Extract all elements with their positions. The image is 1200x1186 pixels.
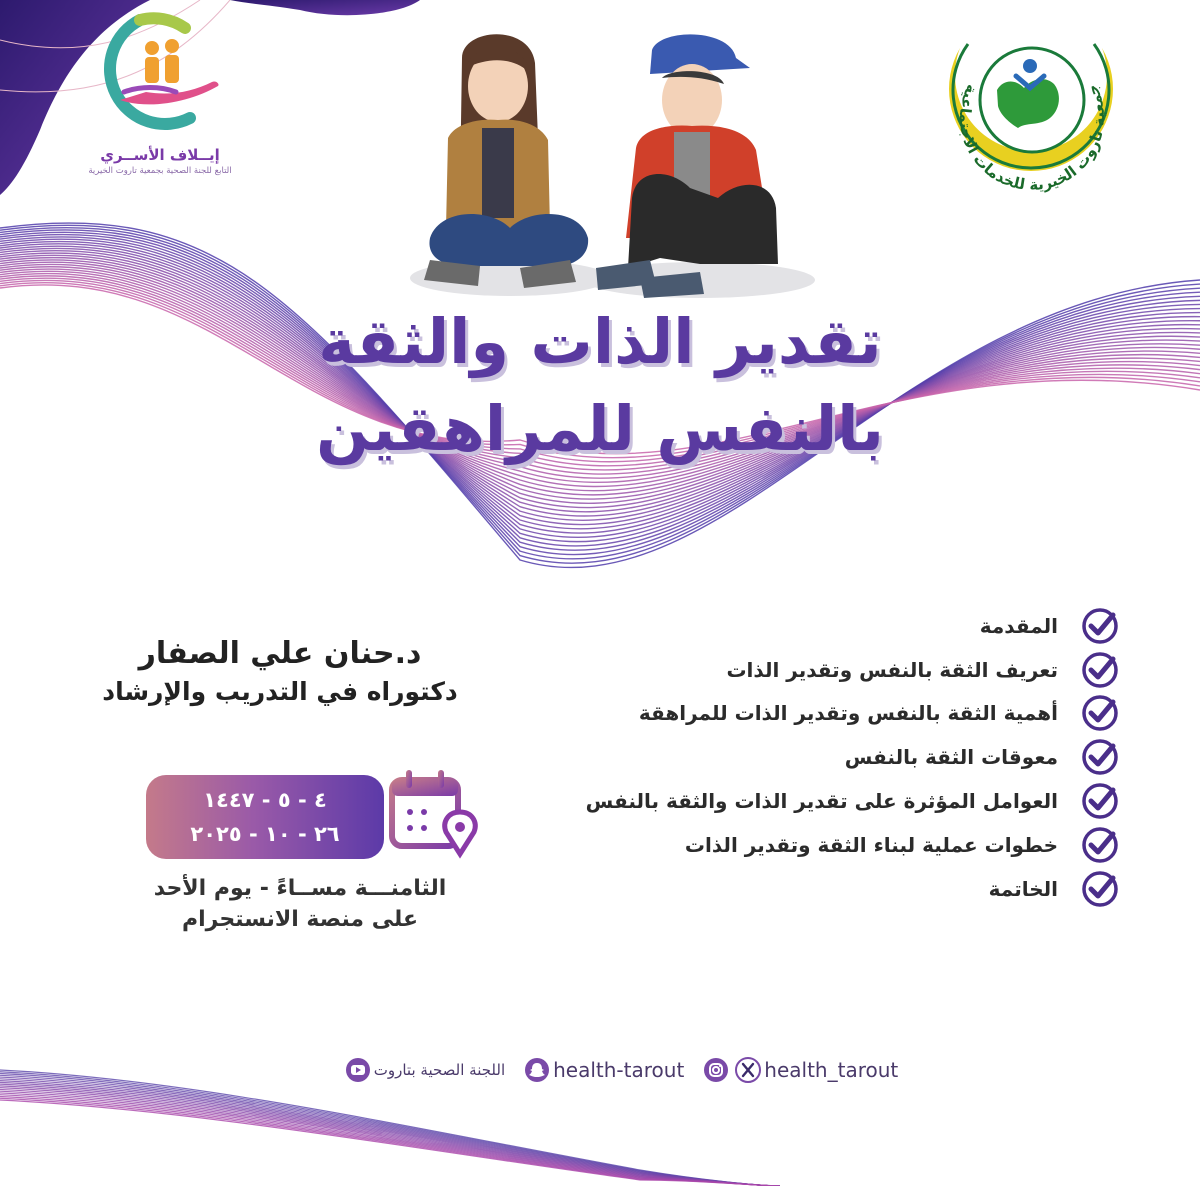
- teenagers-illustration: [400, 28, 820, 310]
- instagram-icon[interactable]: [703, 1057, 729, 1083]
- snapchat-icon[interactable]: [524, 1057, 550, 1083]
- topics-list: [500, 604, 1120, 911]
- social-footer: [300, 1050, 940, 1090]
- date-pill: [146, 775, 384, 859]
- topic-text: الخاتمة: [988, 876, 1058, 901]
- check-circle-icon: [1080, 650, 1120, 690]
- snapchat-handle: health-tarout: [553, 1058, 685, 1082]
- list-item: [500, 692, 1120, 736]
- logo-left-subtitle: التابع للجنة الصحية بجمعية تاروت الخيرية: [88, 166, 232, 176]
- list-item: [500, 867, 1120, 911]
- youtube-name: اللجنة الصحية بتاروت: [373, 1061, 506, 1079]
- x-icon[interactable]: [735, 1057, 761, 1083]
- event-time: الثامنـــة مســاءً - يوم الأحد: [153, 876, 447, 901]
- event-platform: على منصة الانستجرام: [182, 907, 418, 932]
- family-harmony-logo: [80, 0, 240, 200]
- topic-text: تعريف الثقة بالنفس وتقدير الذات: [726, 657, 1058, 682]
- wave-line: [0, 1096, 780, 1186]
- topic-text: المقدمة: [979, 613, 1058, 638]
- x-instagram-handle: health_tarout: [764, 1058, 899, 1082]
- seal-text: جمعية تاروت الخيرية للخدمات الاجتماعية: [955, 81, 1109, 194]
- date-hijri: ٤ - ٥ - ١٤٤٧: [203, 788, 327, 812]
- list-item: [500, 779, 1120, 823]
- wave-line: [0, 1098, 780, 1186]
- check-circle-icon: [1080, 781, 1120, 821]
- list-item: [500, 648, 1120, 692]
- date-gregorian: ٢٦ - ١٠ - ٢٠٢٥: [190, 822, 340, 846]
- speaker-block: [80, 636, 480, 706]
- check-circle-icon: [1080, 825, 1120, 865]
- title-line-1: تقدير الذات والثقة: [318, 305, 882, 378]
- topic-text: أهمية الثقة بالنفس وتقدير الذات للمراهقة: [638, 701, 1058, 726]
- check-circle-icon: [1080, 606, 1120, 646]
- snapchat-group[interactable]: [521, 1057, 684, 1083]
- topic-text: خطوات عملية لبناء الثقة وتقدير الذات: [684, 832, 1058, 857]
- list-item: [500, 604, 1120, 648]
- family-logo-icon: [80, 0, 240, 145]
- topic-text: معوقات الثقة بالنفس: [844, 745, 1058, 770]
- x-instagram-group[interactable]: [700, 1057, 898, 1083]
- tarout-charity-seal: [942, 18, 1122, 198]
- youtube-icon[interactable]: [345, 1057, 371, 1083]
- list-item: [500, 823, 1120, 867]
- speaker-name: د.حنان علي الصفار: [138, 636, 422, 671]
- check-circle-icon: [1080, 737, 1120, 777]
- youtube-group[interactable]: [342, 1057, 505, 1083]
- check-circle-icon: [1080, 869, 1120, 909]
- calendar-location-icon: [386, 768, 482, 860]
- list-item: [500, 735, 1120, 779]
- logo-left-title: إيــلاف الأســري: [100, 146, 220, 164]
- topic-text: العوامل المؤثرة على تقدير الذات والثقة بالنفس: [585, 789, 1058, 814]
- speaker-title: دكتوراه في التدريب والإرشاد: [102, 677, 458, 706]
- check-circle-icon: [1080, 693, 1120, 733]
- title-line-2: بالنفس للمراهقين: [316, 392, 884, 465]
- time-block: [120, 876, 480, 932]
